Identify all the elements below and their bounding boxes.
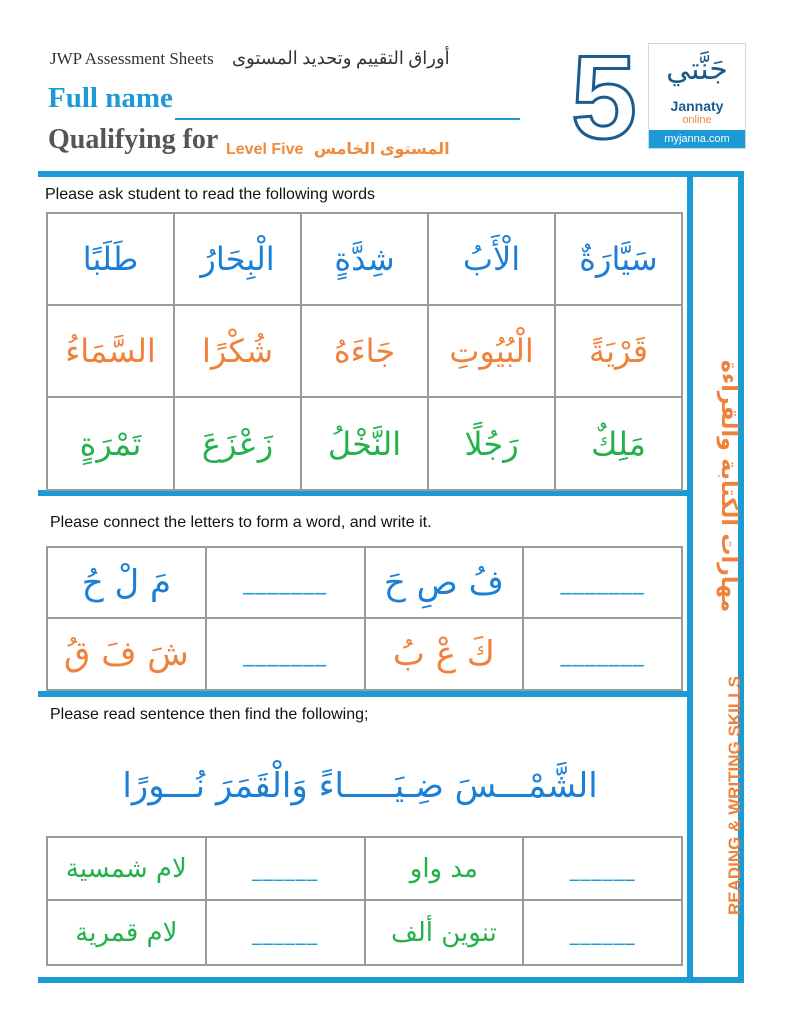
word-cell: شِدَّةٍ	[301, 213, 428, 305]
word-cell: الْبُيُوتِ	[428, 305, 555, 397]
answer-blank[interactable]: _______	[523, 547, 682, 618]
header-title	[50, 48, 450, 69]
reading-sentence: الشَّمْـــسَ ضِـيَـــــاءً وَالْقَمَرَ نُـــورًا	[122, 766, 598, 806]
title-arabic: أوراق التقييم وتحديد المستوى	[231, 48, 450, 68]
title-english: JWP Assessment Sheets	[50, 49, 214, 68]
word-cell: سَيَّارَةٌ	[555, 213, 682, 305]
word-cell: مَلِكٌ	[555, 397, 682, 490]
side-label	[700, 330, 760, 930]
rule-cell: تنوين ألف	[365, 900, 524, 965]
bottom-divider	[38, 977, 744, 983]
answer-blank[interactable]: _______	[206, 547, 365, 618]
section1-instruction: Please ask student to read the following words	[45, 186, 375, 203]
word-cell: رَجُلًا	[428, 397, 555, 490]
side-label-arabic: مهارات الكتابة والقراءة	[716, 360, 741, 613]
level-number-text: 5	[571, 38, 637, 148]
answer-blank[interactable]: ______	[206, 837, 365, 900]
word-cell: الْبِحَارُ	[174, 213, 301, 305]
words-row	[47, 397, 682, 490]
word-cell: قَرْيَةً	[555, 305, 682, 397]
fullname-label: Full name	[48, 82, 173, 114]
fullname-input-line[interactable]	[175, 118, 520, 120]
answer-blank[interactable]: ______	[206, 900, 365, 965]
logo-url: myjanna.com	[649, 130, 745, 148]
word-cell: جَاءَهُ	[301, 305, 428, 397]
top-divider	[38, 171, 744, 177]
word-cell: زَعْزَعَ	[174, 397, 301, 490]
find-table	[46, 836, 683, 966]
rule-cell: مد واو	[365, 837, 524, 900]
word-cell: السَّمَاءُ	[47, 305, 174, 397]
words-table	[46, 212, 683, 491]
words-row	[47, 305, 682, 397]
find-row	[47, 837, 682, 900]
letters-cell: شَ فَ قُ	[47, 618, 206, 690]
section2-divider	[38, 691, 692, 697]
rule-cell: لام شمسية	[47, 837, 206, 900]
word-cell: شُكْرًا	[174, 305, 301, 397]
find-row	[47, 900, 682, 965]
answer-blank[interactable]: _______	[523, 618, 682, 690]
qualify-label: Qualifying for	[48, 124, 219, 155]
word-cell: تَمْرَةٍ	[47, 397, 174, 490]
connect-row	[47, 618, 682, 690]
word-cell: النَّخْلُ	[301, 397, 428, 490]
rule-cell: لام قمرية	[47, 900, 206, 965]
inner-vertical-bar	[687, 171, 693, 983]
level-arabic: المستوى الخامس	[313, 141, 450, 158]
connect-table	[46, 546, 683, 691]
letters-cell: فُ صِ حَ	[365, 547, 524, 618]
letters-cell: مَ لْ حُ	[47, 547, 206, 618]
word-cell: الْأَبُ	[428, 213, 555, 305]
logo-tag: online	[682, 114, 712, 126]
answer-blank[interactable]: ______	[523, 837, 682, 900]
level-english: Level Five	[226, 141, 304, 158]
word-cell: طَلَبًا	[47, 213, 174, 305]
logo-arabic: جَنَّتي	[666, 53, 728, 86]
words-row	[47, 213, 682, 305]
level-number	[568, 38, 640, 148]
section2-instruction: Please connect the letters to form a word, and write it.	[50, 514, 432, 531]
section3-instruction: Please read sentence then find the following;	[50, 706, 369, 723]
level-label	[226, 139, 450, 159]
answer-blank[interactable]: ______	[523, 900, 682, 965]
side-label-english: READING & WRITING SKILLS	[725, 676, 744, 915]
connect-row	[47, 547, 682, 618]
logo-name: Jannaty	[670, 98, 724, 114]
jannaty-logo	[648, 43, 746, 149]
letters-cell: كَ عْ بُ	[365, 618, 524, 690]
answer-blank[interactable]: _______	[206, 618, 365, 690]
